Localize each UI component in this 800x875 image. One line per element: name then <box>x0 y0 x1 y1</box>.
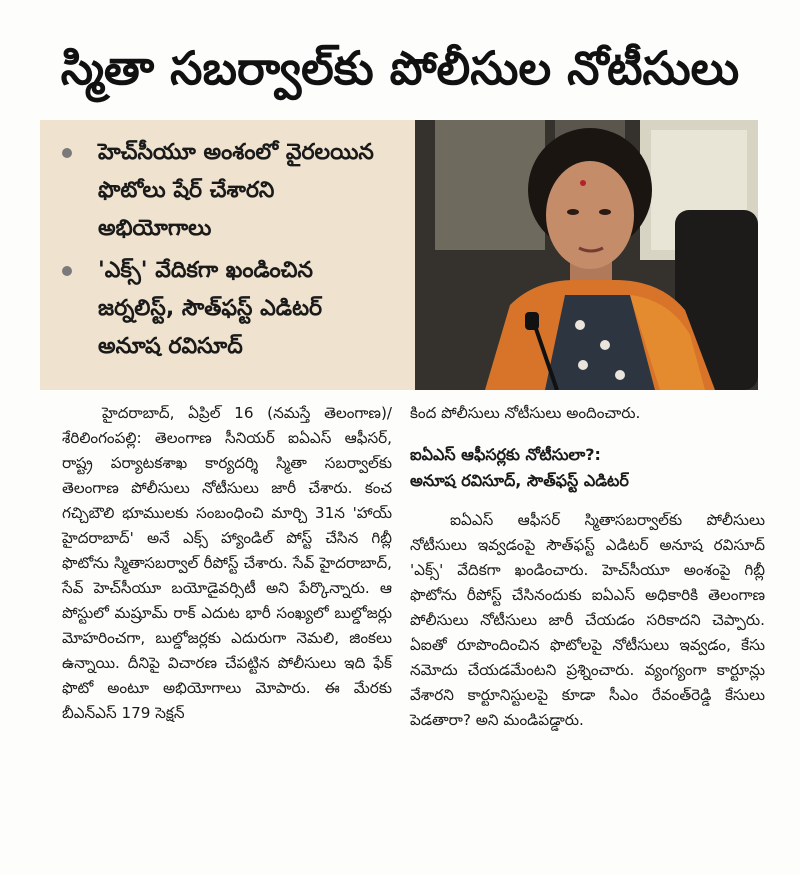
subheading-line: ఐఏఎస్ ఆఫీసర్లకు నోటీసులా?: <box>410 445 601 464</box>
article-paragraph: కింద పోలీసులు నోటీసులు అందించారు. <box>410 404 641 422</box>
news-photo <box>415 120 758 390</box>
bullet-item <box>40 134 390 248</box>
bullet-text: హెచ్‌సీయూ అంశంలో వైరలయిన ఫొటోలు షేర్ చేశారని అభియోగాలు <box>98 140 374 241</box>
bullet-dot-icon <box>62 148 72 158</box>
article-paragraph: హైదరాబాద్, ఏప్రిల్ 16 (నమస్తే తెలంగాణ)/శేరిలింగంపల్లి: తెలంగాణ సీనియర్ ఐఏఎస్ ఆఫీసర్, రాష్ట్ర పర్యాటకశాఖ కార్యదర్శి స్మితా సబర్వాల్‌కు తెలంగాణ పోలీసులు నోటీసులు జారీ చేశారు. కంచ గచ్చిబౌలి భూములకు సంబంధించి మార్చి 31న 'హాయ్ హైదరాబాద్' అనే ఎక్స్ హ్యాండిల్ పోస్ట్ చేసిన గిబ్లీ ఫొటోను స్మితాసబర్వాల్ రీపోస్ట్ చేశారు. సేవ్ హైదరాబాద్, సేవ్ హెచ్‌సీయూ బయోడైవర్సిటీ అని పేర్కొన్నారు. ఆ పోస్టులో మష్రూమ్ రాక్ ఎదుట భారీ సంఖ్యలో బుల్డోజర్లు మోహరించగా, బుల్డోజర్లకు ఎదురుగా నెమలి, జింకలు ఉన్నాయి. దీనిపై విచారణ చేపట్టిన పోలీసులు ఇది ఫేక్ ఫొటో అంటూ అభియోగాలు మోపారు. ఈ మేరకు బీఎన్ఎస్ 179 సెక్షన్ <box>62 404 392 722</box>
hero-section <box>40 120 758 390</box>
bullet-item <box>40 252 390 366</box>
article-right-column <box>410 401 765 733</box>
bullet-dot-icon <box>62 266 72 276</box>
article-paragraph: ఐఏఎస్ ఆఫీసర్ స్మితాసబర్వాల్‌కు పోలీసులు నోటీసులు ఇవ్వడంపై సౌత్‌ఫస్ట్ ఎడిటర్ అనూష రవిసూద్ 'ఎక్స్' వేదికగా ఖండించారు. హెచ్‌సీయూ అంశంపై గిబ్లీ ఫొటోను రీపోస్ట్ చేసినందుకు ఐఏఎస్ అధికారికి తెలంగాణ పోలీసులు నోటీసులు జారీ చేయడం సరికాదని చెప్పారు. ఏఐతో రూపొందించిన ఫొటోలపై నోటీసులు ఇవ్వడం, కేసు నమోదు చేయడమేంటని ప్రశ్నించారు. వ్యంగ్యంగా కార్టూన్లు వేశారని కార్టూనిస్టులపై కూడా సీఎం రేవంత్‌రెడ్డి కేసులు పెడతారా? అని మండిపడ్డారు. <box>410 511 765 729</box>
bullet-text: 'ఎక్స్' వేదికగా ఖండించిన జర్నలిస్ట్, సౌత్‌ఫస్ట్ ఎడిటర్ అనూష రవిసూద్ <box>98 258 323 359</box>
article-left-column <box>62 401 392 726</box>
bullet-list <box>40 134 390 366</box>
portrait-illustration <box>415 120 758 390</box>
subheading-line: అనూష రవిసూద్, సౌత్‌ఫస్ట్ ఎడిటర్ <box>410 471 629 490</box>
headline: స్మితా సబర్వాల్‌కు పోలీసుల నోటీసులు <box>60 41 740 95</box>
section-subheading <box>410 442 765 494</box>
